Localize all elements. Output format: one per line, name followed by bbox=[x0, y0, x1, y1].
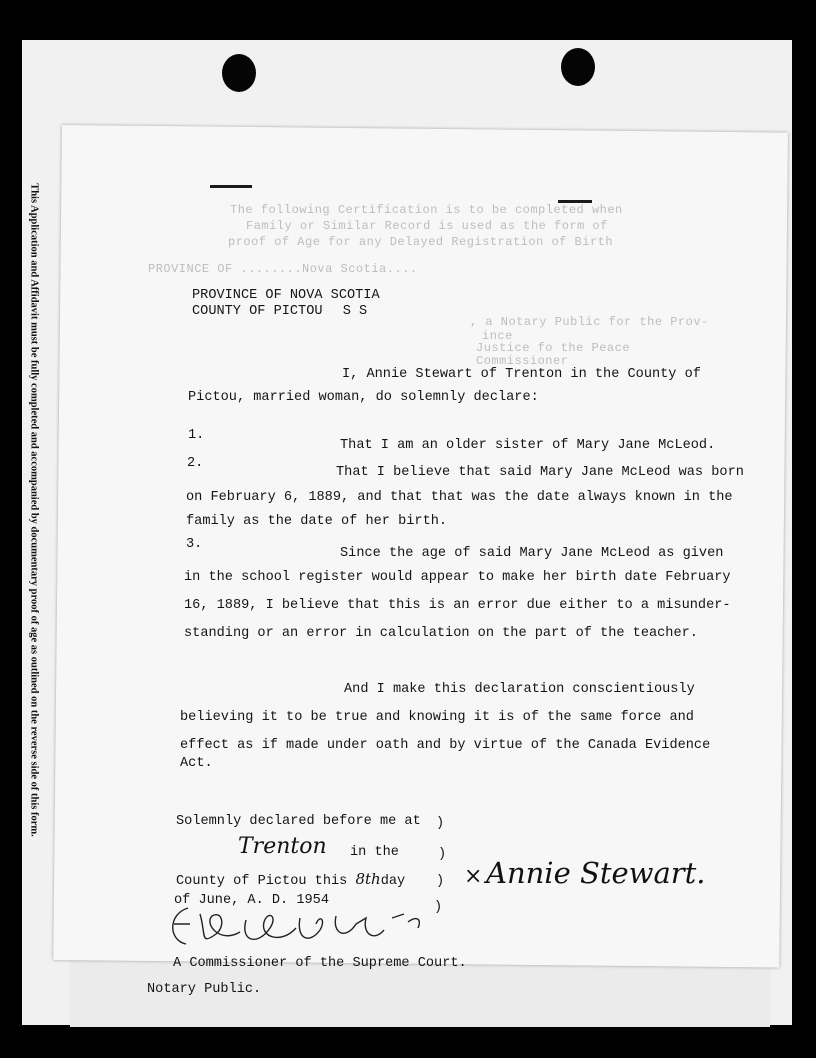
side-instruction-text: This Application and Affidavit must be fully completed and accompanied by documentary proof of age as outlined on the reverse side of this form. bbox=[28, 183, 40, 837]
jurat-line-1: Solemnly declared before me at bbox=[176, 814, 421, 829]
dash-mark bbox=[558, 200, 592, 203]
declarant-signature: Annie Stewart. bbox=[486, 856, 706, 890]
jurat-day-handwritten: 8th bbox=[355, 870, 381, 888]
jurat-line-3-prefix: County of Pictou this bbox=[176, 874, 348, 889]
paragraph-number: 3. bbox=[186, 537, 203, 552]
paragraph-line: That I am an older sister of Mary Jane McLeod. bbox=[340, 438, 716, 453]
jurat-paren: ) bbox=[438, 847, 447, 862]
ghost-line: proof of Age for any Delayed Registration of Birth bbox=[228, 235, 614, 249]
paragraph-number: 2. bbox=[187, 456, 204, 471]
punch-hole-left bbox=[222, 54, 256, 92]
jurat-line-2-suffix: in the bbox=[350, 845, 399, 860]
dash-mark bbox=[210, 185, 252, 188]
paragraph-line: 16, 1889, I believe that this is an error due either to a misunder- bbox=[184, 598, 731, 613]
ghost-line: The following Certification is to be completed when bbox=[230, 203, 623, 217]
ghost-line: ince bbox=[482, 329, 513, 343]
declaration-line: Act. bbox=[180, 756, 213, 771]
ghost-line: Family or Similar Record is used as the form of bbox=[246, 219, 608, 233]
heading-province: PROVINCE OF NOVA SCOTIA bbox=[192, 288, 380, 303]
intro-line: I, Annie Stewart of Trenton in the County of bbox=[342, 367, 701, 382]
declaration-line: And I make this declaration conscientiously bbox=[344, 682, 695, 697]
jurat-line-3 bbox=[176, 870, 405, 889]
jurat-paren: ) bbox=[436, 874, 445, 889]
signature-mark: × bbox=[464, 864, 483, 889]
ghost-line: , a Notary Public for the Prov- bbox=[470, 315, 709, 329]
side-instruction bbox=[14, 100, 54, 920]
heading-county bbox=[192, 304, 367, 319]
declaration-line: believing it to be true and knowing it is of the same force and bbox=[180, 710, 694, 725]
heading-county-name: COUNTY OF PICTOU bbox=[192, 304, 323, 319]
jurat-line-4: of June, A. D. 1954 bbox=[174, 893, 329, 908]
paragraph-line: standing or an error in calculation on the part of the teacher. bbox=[184, 626, 698, 641]
ghost-line: PROVINCE OF ........Nova Scotia.... bbox=[148, 262, 418, 276]
paragraph-line: on February 6, 1889, and that that was the date always known in the bbox=[186, 490, 733, 505]
notary-public-line: Notary Public. bbox=[147, 982, 262, 997]
commissioner-signature bbox=[160, 894, 430, 964]
paragraph-line: That I believe that said Mary Jane McLeod was born bbox=[336, 465, 744, 480]
jurat-place-handwritten: Trenton bbox=[238, 834, 327, 859]
jurat-paren: ) bbox=[434, 900, 443, 915]
declaration-line: effect as if made under oath and by virtue of the Canada Evidence bbox=[180, 738, 711, 753]
paragraph-number: 1. bbox=[188, 428, 205, 443]
heading-ss: S S bbox=[342, 304, 368, 319]
punch-hole-right bbox=[561, 48, 595, 86]
ghost-line: Justice fo the Peace bbox=[476, 341, 631, 355]
jurat-paren: ) bbox=[436, 816, 445, 831]
paragraph-line: in the school register would appear to make her birth date February bbox=[184, 570, 731, 585]
ghost-line: Commissioner bbox=[476, 354, 569, 368]
commissioner-title: A Commissioner of the Supreme Court. bbox=[173, 956, 467, 971]
paragraph-line: family as the date of her birth. bbox=[186, 514, 448, 529]
paragraph-line: Since the age of said Mary Jane McLeod as given bbox=[340, 546, 724, 561]
intro-line: Pictou, married woman, do solemnly declare: bbox=[188, 390, 539, 405]
jurat-line-3-suffix: day bbox=[380, 874, 406, 889]
